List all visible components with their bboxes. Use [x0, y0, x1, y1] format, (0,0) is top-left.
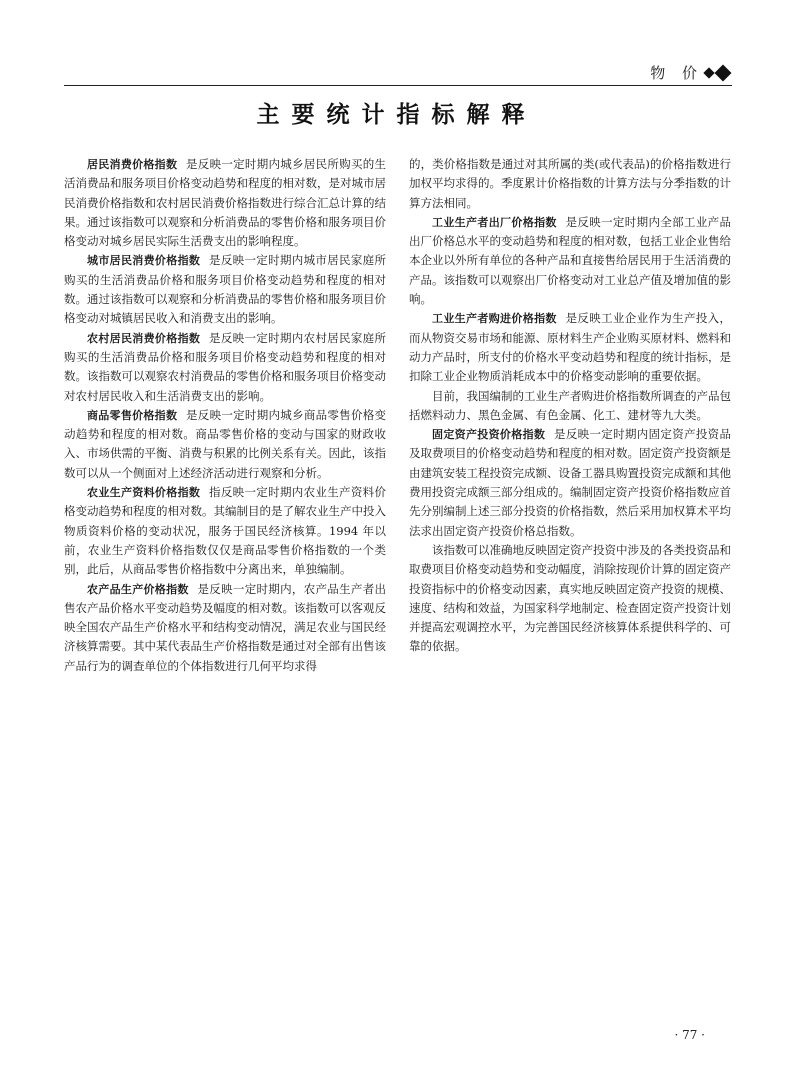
paragraph [64, 406, 386, 483]
paragraph [64, 155, 386, 251]
definition: 是反映一定时期内全部工业产品出厂价格总水平的变动趋势和程度的相对数，包括工业企业售给本企业以外所有单位的各种产品和直接售给居民用于生活消费的产品。该指数可以观察出厂价格变动对工业总产值及增加值的影响。 [409, 214, 732, 307]
definition: 是反映一定时期内固定资产投资品及取费项目的价格变动趋势和程度的相对数。固定资产投资额是由建筑安装工程投资完成额、设备工器具购置投资完成额和其他费用投资完成额三部分组成的。编制固定资产投资价格指数应首先分别编制上述三部分投资的价格指数，然后采用加权算术平均法求出固定资产投资价格总指数。 [409, 427, 732, 538]
paragraph [64, 329, 386, 406]
paragraph [64, 483, 386, 579]
paragraph [64, 251, 386, 328]
left-column [64, 155, 386, 676]
term: 城市居民消费价格指数 [87, 254, 201, 268]
paragraph [64, 580, 386, 676]
definition: 是反映一定时期内城乡商品零售价格变动趋势和程度的相对数。商品零售价格的变动与国家的财政收入、市场供需的平衡、消费与积累的比例关系有关。因此，该指数可以从一个侧面对上述经济活动进行观察和分析。 [64, 407, 386, 480]
term: 工业生产者购进价格指数 [432, 312, 557, 326]
definition: 目前，我国编制的工业生产者购进价格指数所调查的产品包括燃料动力、黑色金属、有色金属、化工、建材等九大类。 [409, 388, 731, 422]
header-rule [64, 85, 732, 86]
term: 农业生产资料价格指数 [87, 486, 201, 500]
paragraph [409, 213, 731, 309]
definition: 指反映一定时期内农业生产资料价格变动趋势和程度的相对数。其编制目的是了解农业生产中投入物质资料价格的变动状况，服务于国民经济核算。1994 年以前，农业生产资料价格指数仅仅是商品零售价格指数的一个类别，此后，从商品零售价格指数中分离出来，单独编制。 [64, 485, 387, 577]
term: 商品零售价格指数 [87, 408, 178, 422]
paragraph [409, 309, 731, 386]
definition: 该指数可以准确地反映固定资产投资中涉及的各类投资品和取费项目价格变动趋势和变动幅度，消除按现价计算的固定资产投资指标中的价格变动因素，真实地反映固定资产投资的规模、速度、结构和效益，为国家科学地制定、检查固定资产投资计划并提高宏观调控水平，为完善国民经济核算体系提供科学的、可靠的依据。 [409, 542, 731, 654]
right-column [409, 155, 731, 657]
page-title: 主要统计指标解释 [256, 101, 537, 128]
term: 居民消费价格指数 [87, 158, 178, 171]
definition: 是反映一定时期内，农产品生产者出售农产品价格水平变动趋势及幅度的相对数。该指数可以客观反映全国农产品生产价格水平和结构变动情况，满足农业与国民经济核算需要。其中某代表品生产价格指数是通过对全部有出售该产品行为的调查单位的个体指数进行几何平均求得 [64, 581, 387, 673]
definition: 是反映一定时期内农村居民家庭所购买的生活消费品价格和服务项目价格变动趋势和程度的相对数。该指数可以观察农村消费品的零售价格和服务项目价格变动对农村居民收入和生活消费支出的影响。 [64, 330, 387, 403]
section-header [650, 62, 729, 83]
definition: 是反映一定时期内城乡居民所购买的生活消费品和服务项目价格变动趋势和程度的相对数，是对城市居民消费价格指数和农村居民消费价格指数进行综合汇总计算的结果。通过该指数可以观察和分析消费品的零售价格和服务项目价格变动对城乡居民实际生活费支出的影响程度。 [64, 157, 386, 249]
term: 农村居民消费价格指数 [87, 331, 201, 345]
paragraph [409, 541, 731, 657]
paragraph [409, 387, 731, 426]
diamond-ornament-icon [705, 67, 729, 79]
term: 农产品生产价格指数 [87, 582, 189, 596]
definition: 是反映工业企业作为生产投入，而从物资交易市场和能源、原材料生产企业购买原材料、燃料和动力产品时，所支付的价格水平变动趋势和程度的统计指标，是扣除工业企业物质消耗成本中的价格变动影响的重要依据。 [409, 311, 732, 384]
page-number: · 77 · [674, 1028, 705, 1042]
term: 固定资产投资价格指数 [432, 428, 546, 442]
definition: 的，类价格指数是通过对其所属的类(或代表品)的价格指数进行加权平均求得的。季度累计价格指数的计算方法与分季指数的计算方法相同。 [409, 157, 731, 210]
paragraph [409, 155, 731, 213]
term: 工业生产者出厂价格指数 [432, 215, 557, 229]
section-label: 物 价 [650, 64, 703, 82]
paragraph [409, 425, 731, 541]
definition: 是反映一定时期内城市居民家庭所购买的生活消费品价格和服务项目价格变动趋势和程度的相对数。通过该指数可以观察和分析消费品的零售价格和服务项目价格变动对城镇居民收入和消费支出的影响。 [64, 253, 387, 326]
